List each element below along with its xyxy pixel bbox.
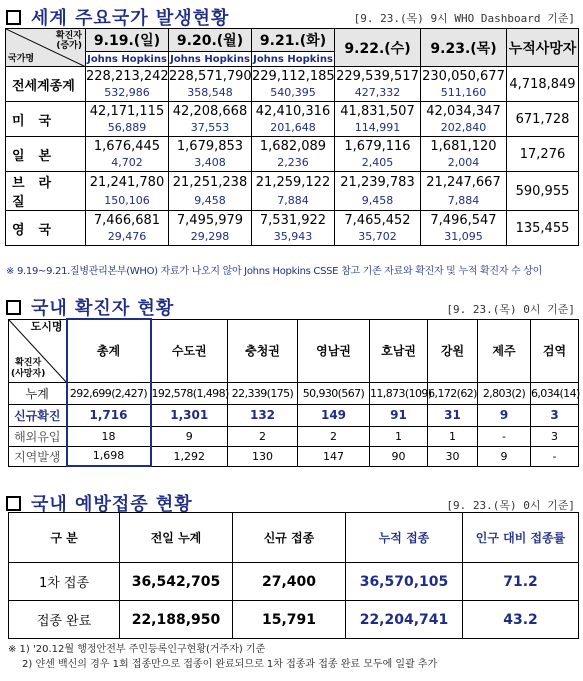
vaccination-value: 36,570,105 (346, 563, 463, 601)
checkbox-square-icon (6, 300, 21, 315)
cumulative-deaths: 590,955 (507, 172, 579, 211)
vaccination-table (8, 512, 579, 639)
imported-row (9, 426, 579, 446)
vaccination-value: 43.2 (463, 601, 579, 639)
daily-increase: 2,405 (335, 156, 421, 172)
column-header: 구 분 (9, 513, 120, 563)
country-row (6, 67, 579, 86)
date-header: 9.19.(일) (86, 29, 169, 52)
date-header: 9.21.(화) (252, 29, 335, 52)
region-value: 9 (478, 446, 531, 466)
footnote: 2) 얀센 백신의 경우 1회 접종만으로 접종이 완료되므로 1차 접종과 접종 완료 모두에 일괄 추가 (22, 659, 438, 670)
country-name: 일본 (6, 137, 86, 172)
vaccination-section-title: 국내 예방접종 현황 (6, 490, 193, 516)
country-increase-row (6, 230, 579, 246)
date-header: 9.22.(수) (335, 29, 421, 67)
source-label: Johns Hopkins (170, 53, 250, 65)
region-value: 2,803(2) (478, 382, 531, 404)
country-increase-row (6, 121, 579, 137)
row-label: 해외유입 (9, 426, 67, 446)
region-value: 147 (298, 446, 370, 466)
table-corner-cell (6, 29, 86, 67)
row-label: 신규확진 (9, 404, 67, 426)
daily-increase: 9,458 (335, 193, 421, 211)
daily-increase: 540,395 (252, 86, 335, 102)
row-label: 누계 (9, 382, 67, 404)
daily-increase: 3,408 (169, 156, 252, 172)
cumulative-cases: 42,410,316 (252, 102, 335, 121)
corner-label-region: 도시명 (30, 319, 63, 333)
region-value: 11,873(109) (370, 382, 428, 404)
row-label: 1차 접종 (9, 563, 120, 601)
region-value: 31 (428, 404, 478, 426)
cumulative-cases: 7,466,681 (86, 211, 169, 230)
country-row (6, 102, 579, 121)
date-header: 9.20.(월) (169, 29, 252, 52)
daily-increase: 358,548 (169, 86, 252, 102)
region-value: 1,301 (151, 404, 228, 426)
country-name: 미국 (6, 102, 86, 137)
region-value: - (478, 426, 531, 446)
column-header: 총계 (67, 319, 151, 382)
corner-label-country: 국가명 (8, 54, 35, 64)
cumulative-cases: 229,539,517 (335, 67, 421, 86)
column-header: 수도권 (151, 319, 228, 382)
world-basis-note: [9. 23.(목) 9시 WHO Dashboard 기준] (353, 12, 575, 25)
country-name: 브라질 (6, 172, 86, 211)
region-value: - (531, 446, 579, 466)
region-value: 22,339(175) (228, 382, 298, 404)
cumulative-cases: 21,251,238 (169, 172, 252, 193)
vaccination-value: 15,791 (233, 601, 346, 639)
region-value: 6,172(62) (428, 382, 478, 404)
fully-vaccinated-row (9, 601, 579, 639)
region-value: 6,034(14) (531, 382, 579, 404)
region-value: 91 (370, 404, 428, 426)
vaccination-value: 71.2 (463, 563, 579, 601)
vaccination-value: 36,542,705 (120, 563, 233, 601)
cumulative-cases: 228,213,242 (86, 67, 169, 86)
cumulative-cases: 7,496,547 (421, 211, 507, 230)
cumulative-cases: 7,531,922 (252, 211, 335, 230)
checkbox-square-icon (6, 496, 21, 511)
region-value: 90 (370, 446, 428, 466)
cumulative-cases: 42,171,115 (86, 102, 169, 121)
daily-increase: 202,840 (421, 121, 507, 137)
country-row (6, 172, 579, 193)
cumulative-cases: 21,241,780 (86, 172, 169, 193)
cumulative-cases: 7,495,979 (169, 211, 252, 230)
region-value: 192,578(1,498) (151, 382, 228, 404)
daily-increase: 7,884 (252, 193, 335, 211)
daily-increase: 2,004 (421, 156, 507, 172)
cumulative-cases: 229,112,185 (252, 67, 335, 86)
deaths-header: 누적사망자 (507, 29, 579, 67)
country-row (6, 211, 579, 230)
column-header: 누적 접종 (346, 513, 463, 563)
source-label: Johns Hopkins (87, 53, 167, 65)
row-label: 접종 완료 (9, 601, 120, 639)
daily-increase: 114,991 (335, 121, 421, 137)
cumulative-cases: 1,681,120 (421, 137, 507, 156)
region-value: 1,698 (67, 446, 151, 466)
vaccination-basis-note: [9. 23.(목) 0시 기준] (446, 499, 575, 512)
region-value: 18 (67, 426, 151, 446)
country-name: 영국 (6, 211, 86, 246)
region-value: 9 (151, 426, 228, 446)
local-row (9, 446, 579, 466)
region-value: 3 (531, 404, 579, 426)
daily-increase: 9,458 (169, 193, 252, 211)
checkbox-square-icon (6, 10, 21, 25)
domestic-cases-table (8, 318, 579, 467)
daily-increase: 35,702 (335, 230, 421, 246)
daily-increase: 150,106 (86, 193, 169, 211)
cumulative-deaths: 17,276 (507, 137, 579, 172)
column-header: 강원 (428, 319, 478, 382)
daily-increase: 37,553 (169, 121, 252, 137)
daily-increase: 511,160 (421, 86, 507, 102)
domestic-basis-note: [9. 23.(목) 0시 기준] (446, 303, 575, 316)
footnote: ※ 1) '20.12월 행정안전부 주민등록인구현황(거주자) 기준 (8, 644, 266, 655)
cumulative-cases: 1,676,445 (86, 137, 169, 156)
region-value: 1 (370, 426, 428, 446)
column-header: 영남권 (298, 319, 370, 382)
world-note: ※ 9.19~9.21.질병관리본부(WHO) 자료가 나오지 않아 Johns Hopkins CSSE 참고 기존 자료와 확진자 및 누적 확진자 수 상이 (6, 266, 542, 277)
daily-increase: 2,236 (252, 156, 335, 172)
cumulative-deaths: 4,718,849 (507, 67, 579, 102)
cumulative-cases: 7,465,452 (335, 211, 421, 230)
cumulative-cases: 21,259,122 (252, 172, 335, 193)
column-header: 검역 (531, 319, 579, 382)
country-increase-row (6, 193, 579, 211)
country-name: 전세계종계 (6, 67, 86, 102)
corner-label-cases: 확진자 (사망자) (11, 357, 46, 379)
daily-increase: 201,648 (252, 121, 335, 137)
cumulative-cases: 1,679,116 (335, 137, 421, 156)
column-header: 신규 접종 (233, 513, 346, 563)
region-value: 292,699(2,427) (67, 382, 151, 404)
cumulative-row (9, 382, 579, 404)
row-label: 지역발생 (9, 446, 67, 466)
daily-increase: 29,476 (86, 230, 169, 246)
source-label: Johns Hopkins (253, 53, 333, 65)
cumulative-cases: 42,208,668 (169, 102, 252, 121)
vaccination-value: 22,188,950 (120, 601, 233, 639)
vaccination-value: 22,204,741 (346, 601, 463, 639)
column-header: 충청권 (228, 319, 298, 382)
region-value: 50,930(567) (298, 382, 370, 404)
new-cases-row (9, 404, 579, 426)
cumulative-cases: 1,682,089 (252, 137, 335, 156)
cumulative-cases: 21,239,783 (335, 172, 421, 193)
first-dose-row (9, 563, 579, 601)
region-value: 30 (428, 446, 478, 466)
domestic-section-title: 국내 확진자 현황 (6, 294, 174, 320)
region-value: 1,716 (67, 404, 151, 426)
region-value: 3 (531, 426, 579, 446)
daily-increase: 532,986 (86, 86, 169, 102)
daily-increase: 35,943 (252, 230, 335, 246)
cumulative-cases: 228,571,790 (169, 67, 252, 86)
region-value: 132 (228, 404, 298, 426)
date-header: 9.23.(목) (421, 29, 507, 67)
country-increase-row (6, 156, 579, 172)
cumulative-cases: 41,831,507 (335, 102, 421, 121)
region-value: 149 (298, 404, 370, 426)
region-value: 1 (428, 426, 478, 446)
cumulative-cases: 1,679,853 (169, 137, 252, 156)
world-cases-table (5, 28, 579, 246)
cumulative-deaths: 671,728 (507, 102, 579, 137)
daily-increase: 7,884 (421, 193, 507, 211)
column-header: 호남권 (370, 319, 428, 382)
cumulative-cases: 21,247,667 (421, 172, 507, 193)
country-row (6, 137, 579, 156)
daily-increase: 56,889 (86, 121, 169, 137)
daily-increase: 4,702 (86, 156, 169, 172)
column-header: 인구 대비 접종률 (463, 513, 579, 563)
cumulative-cases: 230,050,677 (421, 67, 507, 86)
region-value: 2 (298, 426, 370, 446)
cumulative-deaths: 135,455 (507, 211, 579, 246)
country-increase-row (6, 86, 579, 102)
daily-increase: 29,298 (169, 230, 252, 246)
column-header: 제주 (478, 319, 531, 382)
region-value: 1,292 (151, 446, 228, 466)
table-corner-cell (9, 319, 67, 382)
world-section-title: 세계 주요국가 발생현황 (6, 4, 229, 30)
region-value: 9 (478, 404, 531, 426)
column-header: 전일 누계 (120, 513, 233, 563)
daily-increase: 427,332 (335, 86, 421, 102)
region-value: 2 (228, 426, 298, 446)
daily-increase: 31,095 (421, 230, 507, 246)
cumulative-cases: 42,034,347 (421, 102, 507, 121)
vaccination-value: 27,400 (233, 563, 346, 601)
region-value: 130 (228, 446, 298, 466)
corner-label-cases: 확진자 (증가) (55, 31, 82, 51)
